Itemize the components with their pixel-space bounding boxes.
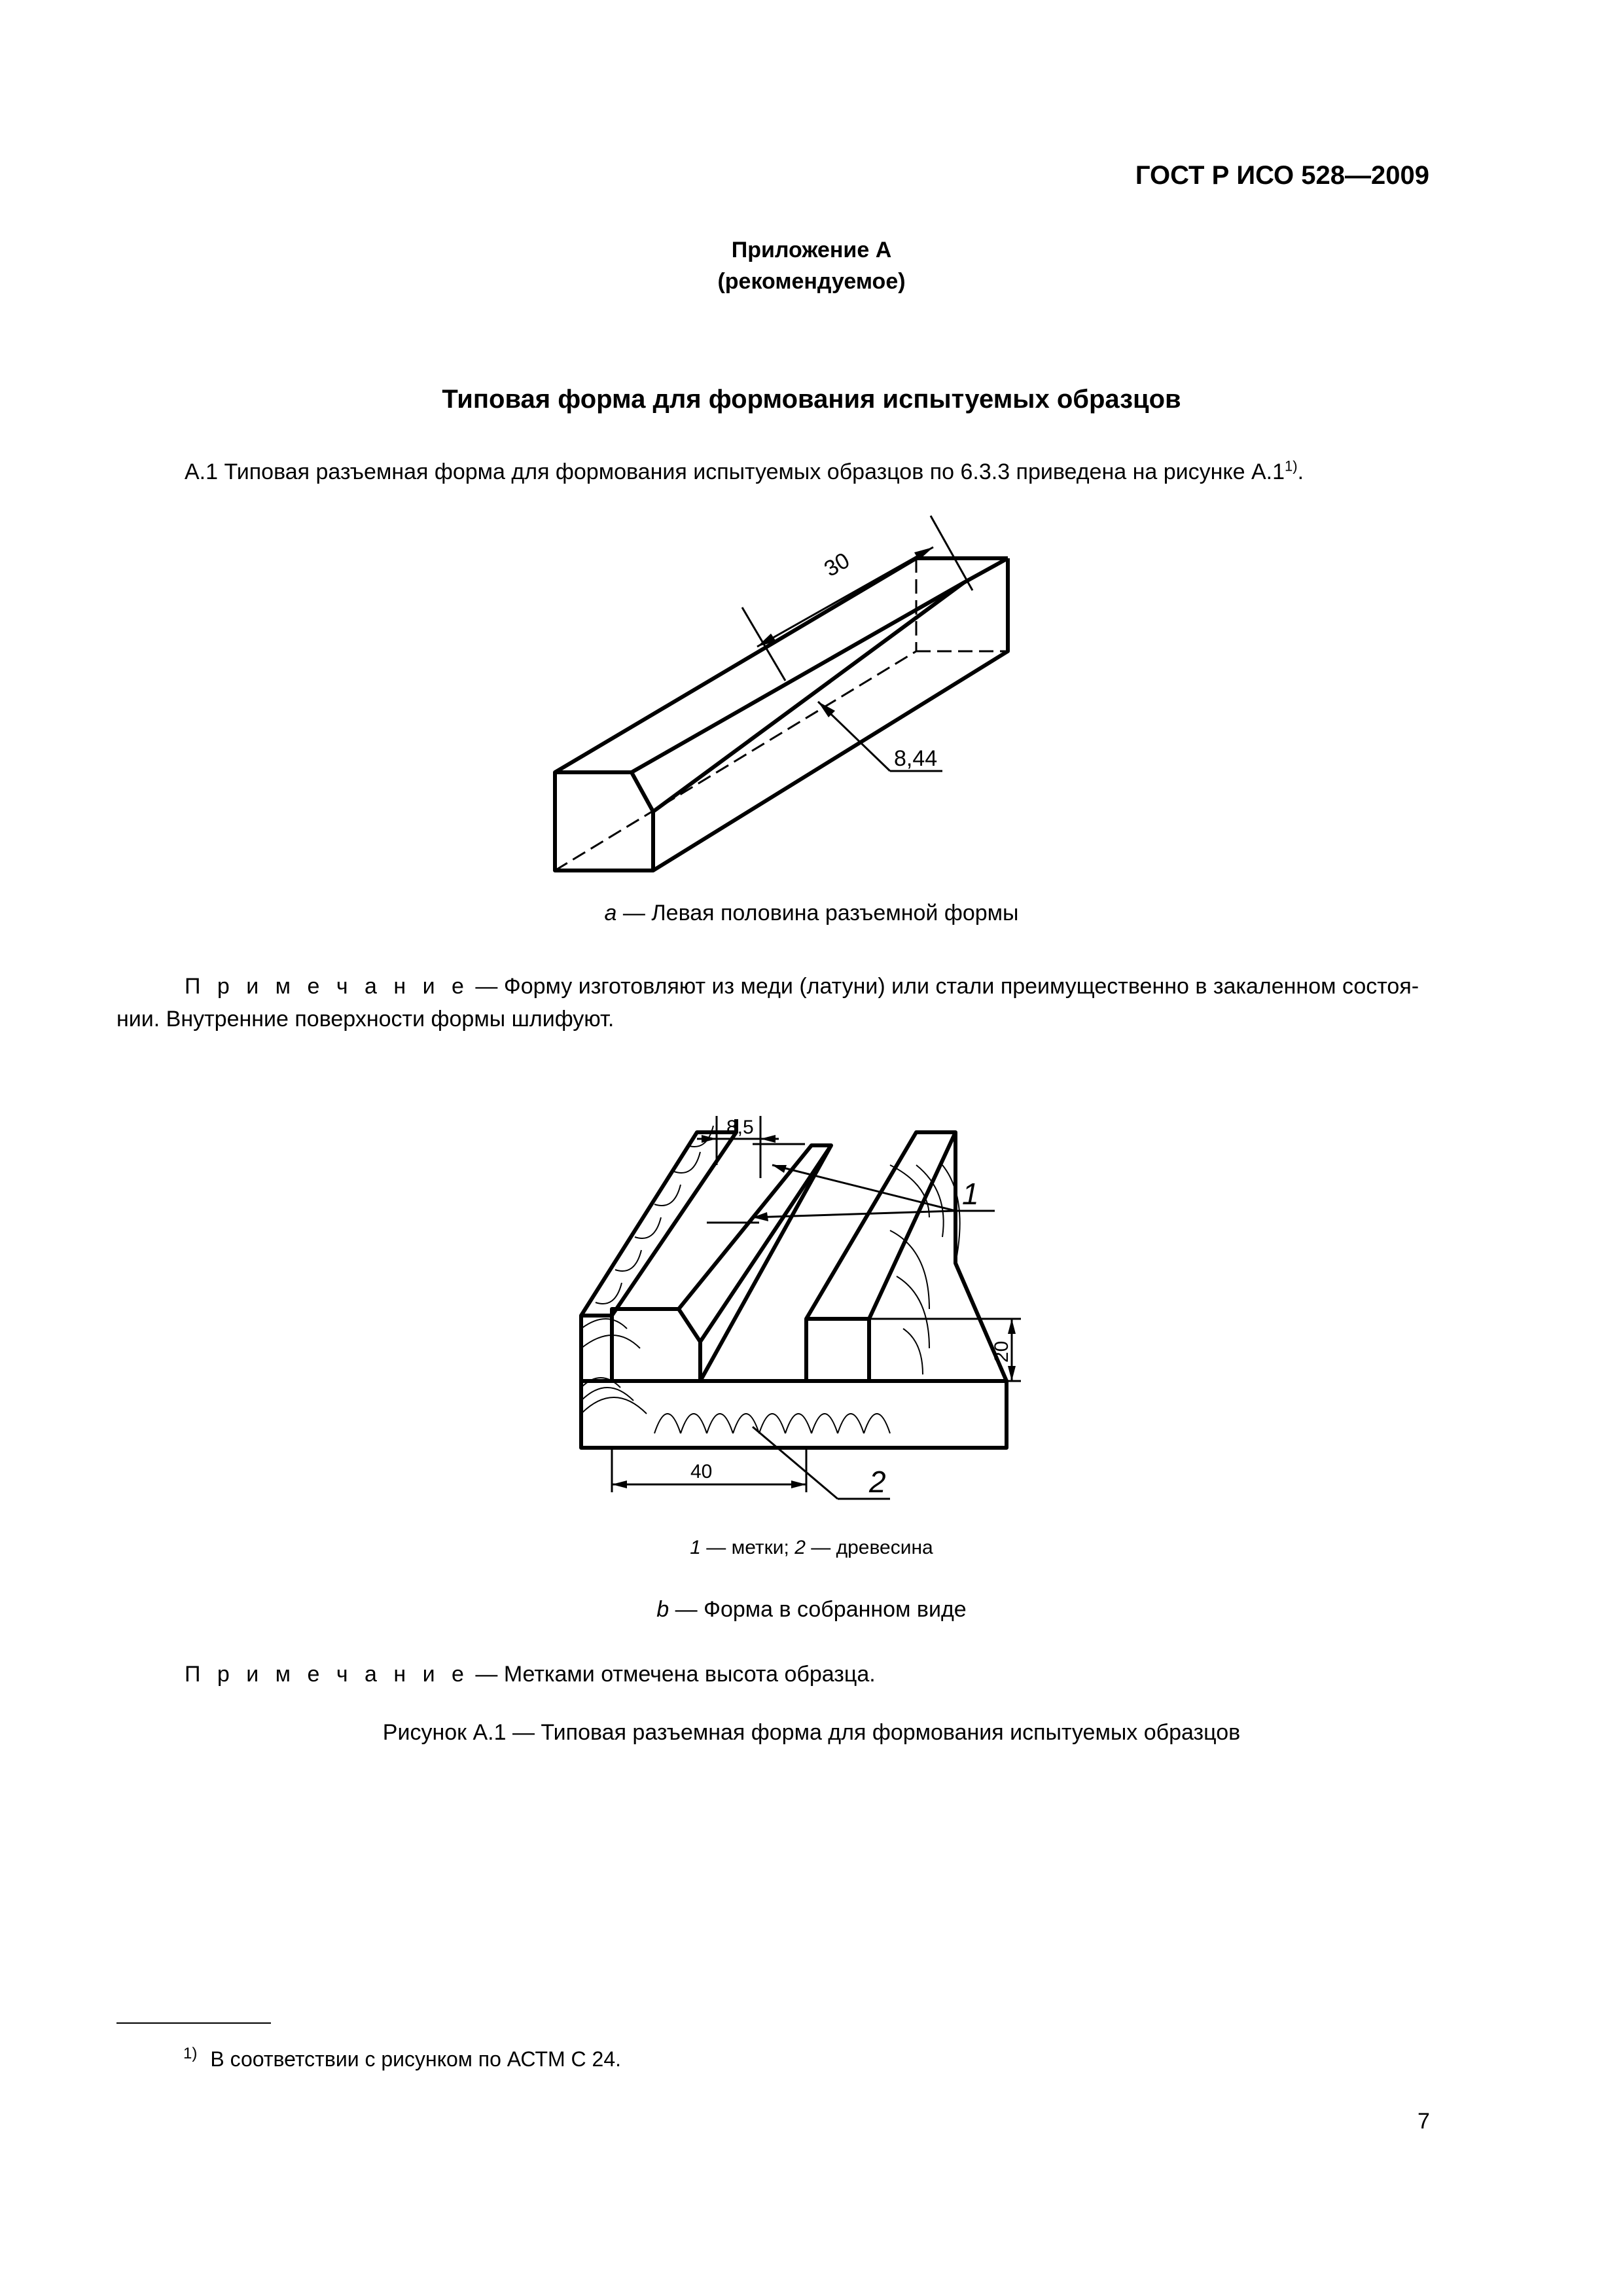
- document-standard-number: ГОСТ Р ИСО 528—2009: [1135, 161, 1429, 190]
- figure-caption: Рисунок А.1 — Типовая разъемная форма для формования испытуемых образцов: [382, 1720, 1241, 1745]
- dim-width-label-b: 40: [690, 1461, 713, 1482]
- dim-height-label: 20: [991, 1340, 1012, 1363]
- figure-b-letter: b: [656, 1597, 669, 1622]
- paragraph-a1: [185, 456, 1304, 488]
- dim-width-label: 8,44: [894, 746, 938, 771]
- annex-heading: [0, 234, 1623, 297]
- paragraph-a1-end: .: [1297, 459, 1304, 484]
- mould-outline: [581, 1119, 1007, 1448]
- figure-a-caption-text: — Левая половина разъемной формы: [616, 901, 1019, 925]
- figure-a-drawing: [524, 504, 1060, 884]
- page-number: 7: [1418, 2109, 1430, 2134]
- section-title: Типовая форма для формования испытуемых образцов: [442, 385, 1181, 414]
- footnote-reference: 1): [1285, 457, 1298, 475]
- legend-item-2-number: 2: [794, 1537, 806, 1558]
- paragraph-a1-text: А.1 Типовая разъемная форма для формования испытуемых образцов по 6.3.3 приведена на рисунке А.1: [185, 459, 1285, 484]
- legend-item-2-text: — древесина: [805, 1537, 933, 1558]
- figure-a-caption: [0, 901, 1623, 926]
- footnote-separator: [116, 2022, 271, 2024]
- figure-a-letter: a: [604, 901, 617, 925]
- note-1-text: — Форму изготовляют из меди (латуни) или стали преимущественно в закаленном состоя-: [469, 974, 1419, 999]
- mould-half-outline: [555, 558, 1008, 870]
- hidden-edges: [555, 558, 1008, 870]
- legend-item-1-number: 1: [690, 1537, 701, 1558]
- dim-length-label: 30: [820, 548, 854, 582]
- annex-title: Приложение А: [731, 238, 892, 262]
- callout-2-wood: 2: [869, 1465, 886, 1499]
- note-2: [185, 1658, 876, 1691]
- footnote: [183, 2047, 621, 2072]
- legend-item-1-text: — метки;: [700, 1537, 795, 1558]
- annex-status: (рекомендуемое): [717, 269, 906, 294]
- footnote-mark: 1): [183, 2045, 198, 2063]
- figure-b-drawing: [550, 1047, 1086, 1518]
- note-2-text: — Метками отмечена высота образца.: [469, 1662, 876, 1687]
- figure-b-caption: [0, 1597, 1623, 1623]
- note-1: [116, 970, 1440, 1035]
- note-1-label: П р и м е ч а н и е: [185, 974, 469, 999]
- footnote-text: В соответствии с рисунком по АСТМ С 24.: [210, 2047, 622, 2071]
- dim-top-label: 8,5: [726, 1117, 754, 1138]
- figure-b-legend: [0, 1537, 1623, 1559]
- figure-b-caption-text: — Форма в собранном виде: [669, 1597, 967, 1622]
- callout-1-marks: 1: [962, 1177, 979, 1211]
- note-2-label: П р и м е ч а н и е: [185, 1662, 469, 1687]
- note-1-line2: нии. Внутренние поверхности формы шлифуют.: [116, 1007, 615, 1031]
